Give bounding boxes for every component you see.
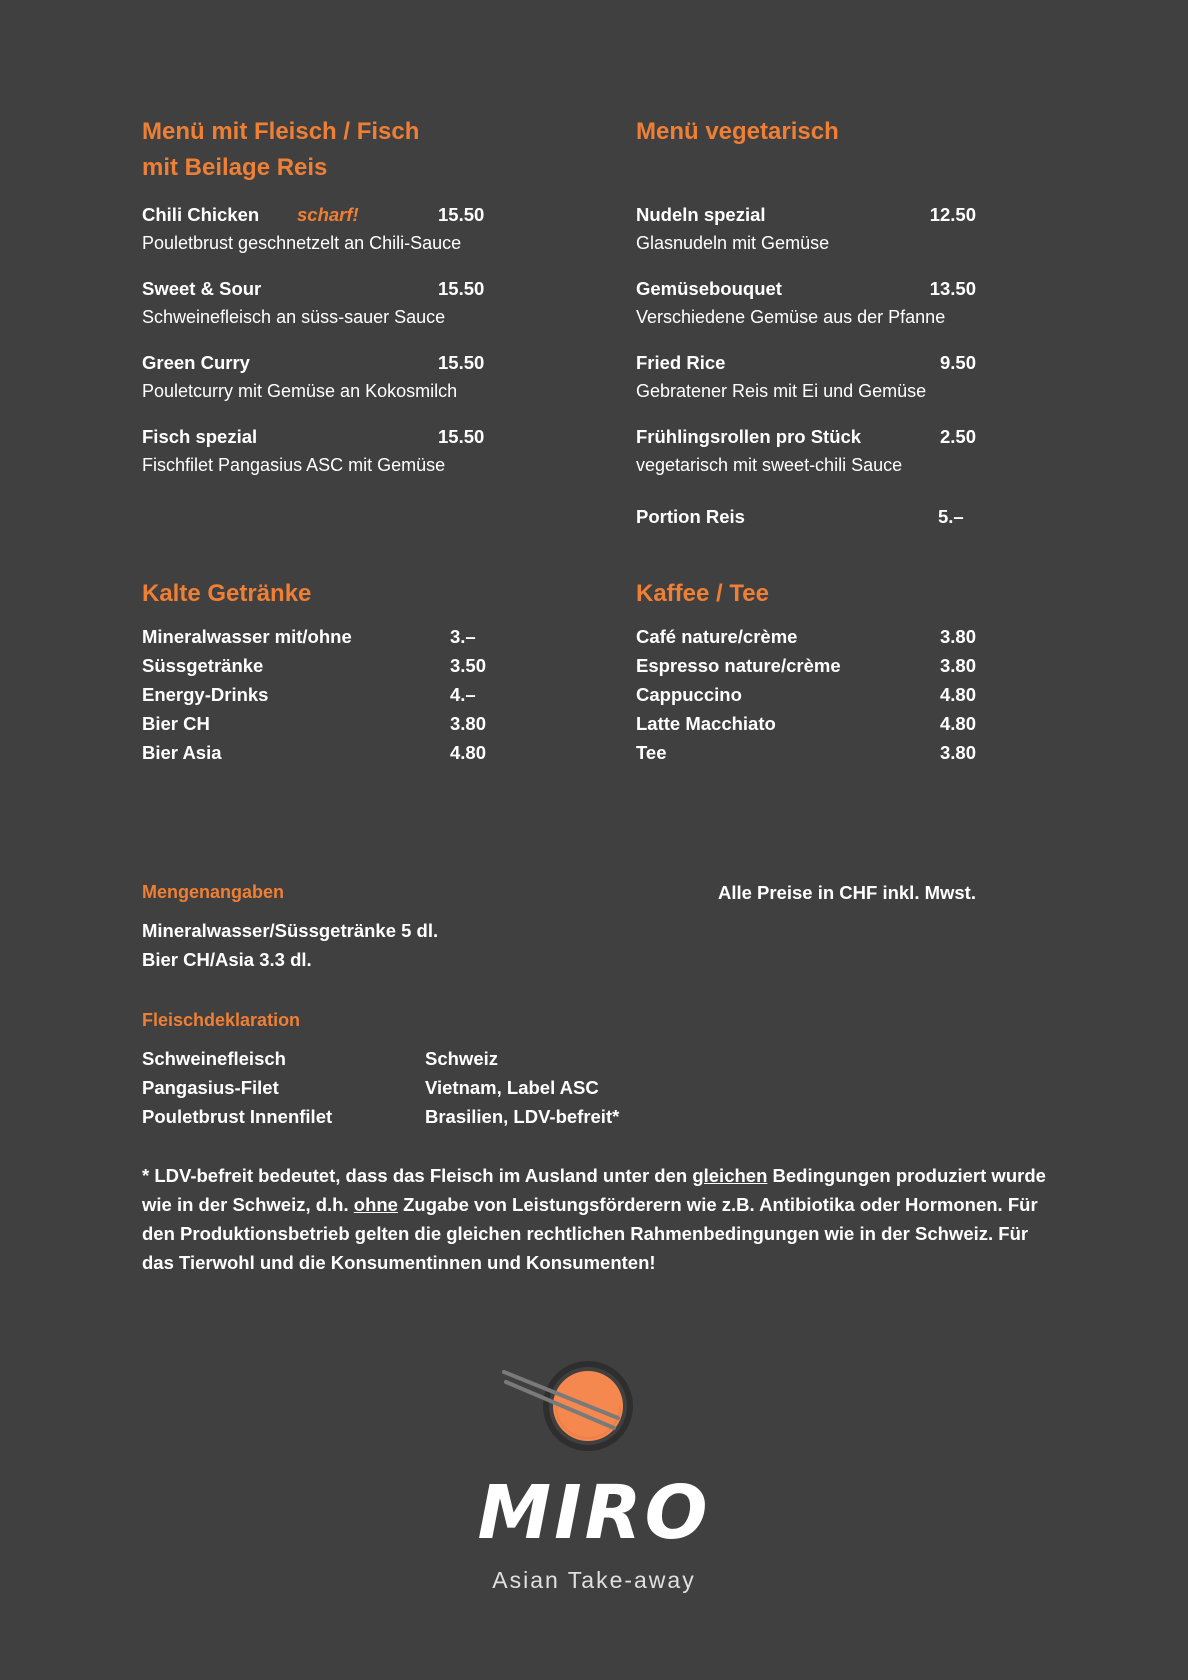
list-item bbox=[142, 711, 522, 740]
menu-item-price: 9.50 bbox=[939, 352, 976, 373]
menu-item-fruehlingsrollen bbox=[636, 424, 996, 498]
menu-item-price: 12.50 bbox=[929, 204, 976, 225]
footnote-text: Bedingungen produziert wurde wie in der Schweiz, d.h. bbox=[142, 1165, 1046, 1215]
meat-origin: Vietnam, Label ASC bbox=[425, 1077, 599, 1098]
footnote-underlined: ohne bbox=[353, 1194, 398, 1215]
menu-item-sweet-sour bbox=[142, 276, 522, 350]
drink-name: Café nature/crème bbox=[636, 626, 798, 647]
menu-item-gemuesebouquet bbox=[636, 276, 996, 350]
menu-item-fried-rice bbox=[636, 350, 996, 424]
list-item bbox=[636, 740, 996, 769]
meat-declaration-section bbox=[142, 1008, 742, 1133]
drink-price: 4.80 bbox=[939, 684, 976, 705]
meat-menu-title-line2: mit Beilage Reis bbox=[142, 154, 328, 181]
veg-menu-title: Menü vegetarisch bbox=[636, 118, 839, 145]
drink-name: Espresso nature/crème bbox=[636, 655, 841, 676]
menu-item-name: Gemüsebouquet bbox=[636, 278, 782, 299]
footnote-underlined: gleichen bbox=[692, 1165, 768, 1186]
menu-item-chili-chicken bbox=[142, 202, 522, 276]
menu-item-name: Fisch spezial bbox=[142, 426, 258, 447]
cold-drinks-title: Kalte Getränke bbox=[142, 580, 312, 607]
menu-item-description: Glasnudeln mit Gemüse bbox=[636, 233, 830, 253]
menu-item-name: Chili Chicken bbox=[142, 204, 260, 225]
meat-origin: Schweiz bbox=[425, 1048, 498, 1069]
menu-item-description: Pouletbrust geschnetzelt an Chili-Sauce bbox=[142, 233, 462, 253]
menu-item-price: 5.– bbox=[938, 506, 964, 527]
ldv-footnote bbox=[142, 1161, 1062, 1277]
menu-item-price: 2.50 bbox=[939, 426, 976, 447]
drink-price: 4.80 bbox=[939, 713, 976, 734]
menu-item-description: Pouletcurry mit Gemüse an Kokosmilch bbox=[142, 381, 458, 401]
cold-drinks-section bbox=[142, 576, 522, 769]
menu-item-nudeln-spezial bbox=[636, 202, 996, 276]
coffee-tea-title: Kaffee / Tee bbox=[636, 580, 769, 607]
menu-item-description: Fischfilet Pangasius ASC mit Gemüse bbox=[142, 455, 446, 475]
quantities-title: Mengenangaben bbox=[142, 882, 285, 902]
menu-item-price: 15.50 bbox=[438, 426, 485, 447]
list-item bbox=[636, 711, 996, 740]
meat-type: Pouletbrust Innenfilet bbox=[142, 1106, 333, 1127]
logo-icon bbox=[494, 1348, 644, 1468]
menu-item-price: 15.50 bbox=[438, 278, 485, 299]
meat-menu-title-line1: Menü mit Fleisch / Fisch bbox=[142, 118, 420, 145]
menu-item-name: Fried Rice bbox=[636, 352, 726, 373]
drink-name: Latte Macchiato bbox=[636, 713, 776, 734]
menu-item-description: Schweinefleisch an süss-sauer Sauce bbox=[142, 307, 446, 327]
drink-price: 4.– bbox=[450, 684, 476, 705]
brand-name: MIRO bbox=[477, 1470, 711, 1556]
quantity-line: Bier CH/Asia 3.3 dl. bbox=[142, 949, 312, 970]
menu-item-name: Frühlingsrollen pro Stück bbox=[636, 426, 862, 447]
menu-item-name: Nudeln spezial bbox=[636, 204, 766, 225]
drink-price: 3.– bbox=[450, 626, 476, 647]
menu-item-description: Verschiedene Gemüse aus der Pfanne bbox=[636, 307, 946, 327]
table-row bbox=[142, 1075, 742, 1104]
footnote-text: Zugabe von Leistungsförderern wie z.B. Antibiotika oder Hormonen. Für den Produktionsbetrieb gelten die gleichen rechtlichen Rahmenbedingungen wie in der Schweiz. Für das Tierwohl und die Konsumentinnen und Konsumenten! bbox=[142, 1194, 1038, 1273]
price-note: Alle Preise in CHF inkl. Mwst. bbox=[717, 882, 976, 903]
drink-price: 4.80 bbox=[450, 742, 487, 763]
menu-item-fisch-spezial bbox=[142, 424, 522, 498]
drink-name: Cappuccino bbox=[636, 684, 742, 705]
menu-item-portion-reis bbox=[636, 504, 996, 533]
list-item bbox=[142, 653, 522, 682]
list-item bbox=[636, 682, 996, 711]
menu-item-green-curry bbox=[142, 350, 522, 424]
list-item bbox=[142, 682, 522, 711]
drink-name: Bier CH bbox=[142, 713, 210, 734]
meat-menu-section bbox=[142, 114, 522, 498]
veg-menu-section bbox=[636, 114, 996, 533]
list-item bbox=[142, 740, 522, 769]
menu-item-name: Portion Reis bbox=[636, 506, 745, 527]
menu-item-name: Green Curry bbox=[142, 352, 250, 373]
drink-price: 3.80 bbox=[450, 713, 487, 734]
drink-price: 3.80 bbox=[939, 655, 976, 676]
menu-item-name: Sweet & Sour bbox=[142, 278, 262, 299]
menu-item-description: Gebratener Reis mit Ei und Gemüse bbox=[636, 381, 927, 401]
table-row bbox=[142, 1104, 742, 1133]
list-item bbox=[142, 624, 522, 653]
drink-name: Süssgetränke bbox=[142, 655, 264, 676]
drink-name: Tee bbox=[636, 742, 667, 763]
drink-name: Bier Asia bbox=[142, 742, 222, 763]
meat-type: Schweinefleisch bbox=[142, 1048, 286, 1069]
table-row bbox=[142, 1046, 742, 1075]
menu-item-price: 15.50 bbox=[438, 352, 485, 373]
list-item bbox=[636, 624, 996, 653]
drink-name: Energy-Drinks bbox=[142, 684, 269, 705]
menu-item-description: vegetarisch mit sweet-chili Sauce bbox=[636, 455, 903, 475]
drink-name: Mineralwasser mit/ohne bbox=[142, 626, 352, 647]
meat-type: Pangasius-Filet bbox=[142, 1077, 279, 1098]
drink-price: 3.80 bbox=[939, 626, 976, 647]
meat-origin: Brasilien, LDV-befreit* bbox=[425, 1106, 620, 1127]
list-item bbox=[636, 653, 996, 682]
drink-price: 3.80 bbox=[939, 742, 976, 763]
footnote-text: * LDV-befreit bedeutet, dass das Fleisch im Ausland unter den bbox=[142, 1165, 693, 1186]
quantities-section bbox=[142, 880, 642, 974]
coffee-tea-section bbox=[636, 576, 996, 769]
brand-tagline: Asian Take-away bbox=[492, 1567, 696, 1593]
menu-item-price: 13.50 bbox=[929, 278, 976, 299]
meat-declaration-title: Fleischdeklaration bbox=[142, 1010, 301, 1030]
spicy-tag: scharf! bbox=[297, 204, 359, 225]
quantity-line: Mineralwasser/Süssgetränke 5 dl. bbox=[142, 920, 439, 941]
menu-item-price: 15.50 bbox=[438, 204, 485, 225]
drink-price: 3.50 bbox=[450, 655, 487, 676]
